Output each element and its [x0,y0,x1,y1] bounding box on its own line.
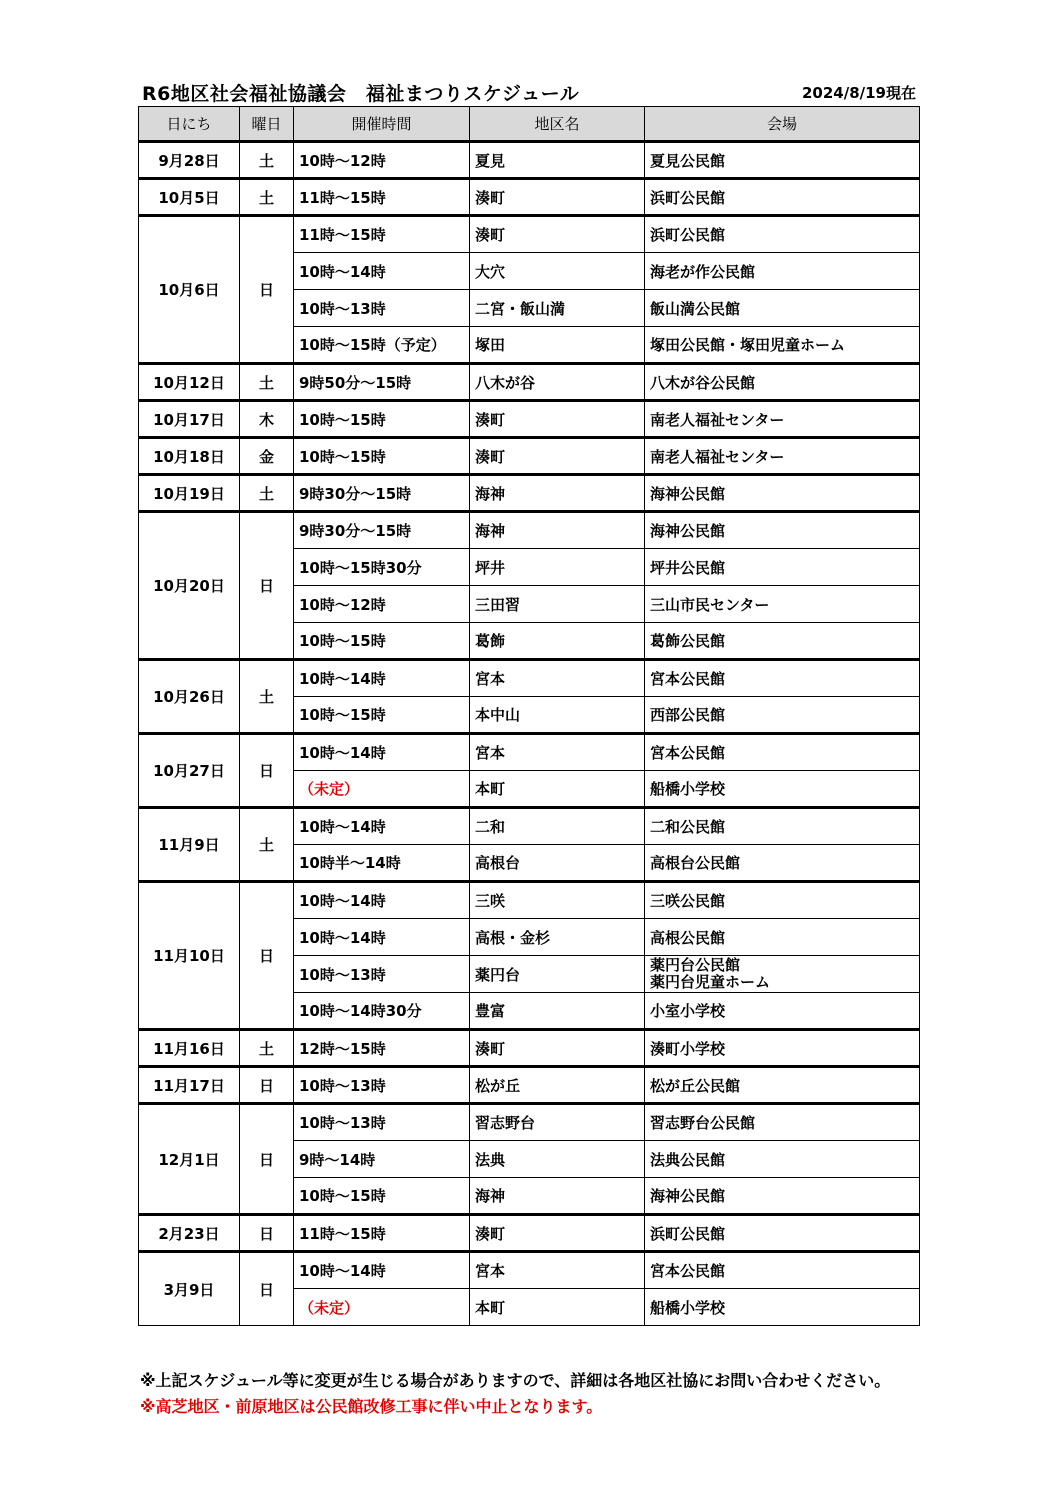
time-cell: 10時～14時 [294,808,470,845]
time-cell: （未定） [294,1289,470,1326]
time-cell: 10時～13時 [294,1067,470,1104]
header-time: 開催時間 [294,107,470,142]
as-of-date: 2024/8/19現在 [801,84,916,102]
date-cell: 3月9日 [139,1252,240,1326]
venue-cell: 松が丘公民館 [645,1067,920,1104]
area-cell: 三田習 [470,586,645,623]
time-cell: 9時30分～15時 [294,475,470,512]
area-cell: 夏見 [470,142,645,179]
venue-cell: 船橋小学校 [645,1289,920,1326]
area-cell: 海神 [470,1178,645,1215]
date-cell: 10月26日 [139,660,240,734]
weekday-cell: 日 [240,1215,294,1252]
schedule-body [139,142,920,1326]
time-cell: 10時～15時 [294,623,470,660]
weekday-cell: 日 [240,1104,294,1215]
area-cell: 宮本 [470,660,645,697]
table-row [139,1030,920,1067]
venue-cell: 船橋小学校 [645,771,920,808]
area-cell: 本中山 [470,697,645,734]
date-cell: 10月6日 [139,216,240,364]
table-row [139,882,920,919]
venue-cell: 葛飾公民館 [645,623,920,660]
time-cell: 10時～14時 [294,919,470,956]
date-cell: 10月27日 [139,734,240,808]
venue-line: 薬円台公民館 [650,956,741,974]
date-cell: 10月5日 [139,179,240,216]
date-cell: 10月17日 [139,401,240,438]
time-cell: 10時～12時 [294,142,470,179]
area-cell: 海神 [470,512,645,549]
table-row [139,364,920,401]
table-row [139,401,920,438]
venue-cell: 法典公民館 [645,1141,920,1178]
area-cell: 葛飾 [470,623,645,660]
venue-cell: 宮本公民館 [645,660,920,697]
venue-cell: 塚田公民館・塚田児童ホーム [645,327,920,364]
weekday-cell: 土 [240,1030,294,1067]
time-cell: 9時50分～15時 [294,364,470,401]
header-venue: 会場 [645,107,920,142]
change-notice: ※上記スケジュール等に変更が生じる場合がありますので、詳細は各地区社協にお問い合わせください。 [140,1371,891,1390]
weekday-cell: 日 [240,216,294,364]
venue-cell: 海神公民館 [645,1178,920,1215]
weekday-cell: 金 [240,438,294,475]
area-cell: 三咲 [470,882,645,919]
weekday-cell: 木 [240,401,294,438]
venue-cell: 三山市民センター [645,586,920,623]
table-row [139,734,920,771]
venue-cell: 海神公民館 [645,475,920,512]
area-cell: 宮本 [470,1252,645,1289]
area-cell: 本町 [470,771,645,808]
time-cell: 10時～12時 [294,586,470,623]
venue-cell: 西部公民館 [645,697,920,734]
venue-cell: 浜町公民館 [645,1215,920,1252]
time-cell: 10時半～14時 [294,845,470,882]
weekday-cell: 日 [240,1252,294,1326]
area-cell: 松が丘 [470,1067,645,1104]
schedule-table [138,106,920,1326]
venue-cell: 高根公民館 [645,919,920,956]
date-cell: 9月28日 [139,142,240,179]
time-cell: 10時～14時 [294,1252,470,1289]
table-row [139,1252,920,1289]
venue-cell: 小室小学校 [645,993,920,1030]
venue-cell: 浜町公民館 [645,179,920,216]
table-row [139,1104,920,1141]
area-cell: 薬円台 [470,956,645,993]
time-cell: 10時～13時 [294,290,470,327]
date-cell: 11月17日 [139,1067,240,1104]
time-cell: 10時～13時 [294,956,470,993]
table-row [139,808,920,845]
weekday-cell: 土 [240,364,294,401]
table-row [139,660,920,697]
venue-cell: 海神公民館 [645,512,920,549]
weekday-cell: 土 [240,660,294,734]
page-title: R6地区社会福祉協議会 福祉まつりスケジュール [142,83,580,105]
table-header-row [139,107,920,142]
venue-cell: 湊町小学校 [645,1030,920,1067]
time-cell: 10時～13時 [294,1104,470,1141]
date-cell: 11月16日 [139,1030,240,1067]
area-cell: 法典 [470,1141,645,1178]
time-cell: 11時～15時 [294,179,470,216]
area-cell: 豊富 [470,993,645,1030]
area-cell: 高根・金杉 [470,919,645,956]
venue-cell: 二和公民館 [645,808,920,845]
table-row [139,1067,920,1104]
date-cell: 11月10日 [139,882,240,1030]
venue-cell: 南老人福祉センター [645,401,920,438]
weekday-cell: 土 [240,179,294,216]
table-row [139,438,920,475]
table-row [139,179,920,216]
time-cell: 10時～15時（予定） [294,327,470,364]
area-cell: 大穴 [470,253,645,290]
date-cell: 10月19日 [139,475,240,512]
area-cell: 湊町 [470,1030,645,1067]
date-cell: 10月12日 [139,364,240,401]
time-cell: 10時～15時30分 [294,549,470,586]
venue-cell [645,956,920,993]
area-cell: 海神 [470,475,645,512]
area-cell: 湊町 [470,216,645,253]
venue-cell: 三咲公民館 [645,882,920,919]
area-cell: 八木が谷 [470,364,645,401]
time-cell: 10時～15時 [294,401,470,438]
area-cell: 湊町 [470,401,645,438]
venue-cell: 飯山満公民館 [645,290,920,327]
time-cell: 10時～15時 [294,697,470,734]
date-cell: 11月9日 [139,808,240,882]
time-cell: 12時～15時 [294,1030,470,1067]
time-cell: 10時～14時 [294,660,470,697]
area-cell: 二宮・飯山満 [470,290,645,327]
venue-cell: 八木が谷公民館 [645,364,920,401]
area-cell: 高根台 [470,845,645,882]
venue-cell: 習志野台公民館 [645,1104,920,1141]
time-cell: 10時～14時 [294,253,470,290]
area-cell: 宮本 [470,734,645,771]
table-row [139,512,920,549]
area-cell: 本町 [470,1289,645,1326]
area-cell: 習志野台 [470,1104,645,1141]
venue-cell: 宮本公民館 [645,734,920,771]
time-cell: 10時～15時 [294,438,470,475]
weekday-cell: 土 [240,475,294,512]
header-day: 曜日 [240,107,294,142]
time-cell: （未定） [294,771,470,808]
time-cell: 10時～15時 [294,1178,470,1215]
date-cell: 2月23日 [139,1215,240,1252]
table-row [139,142,920,179]
area-cell: 塚田 [470,327,645,364]
date-cell: 10月18日 [139,438,240,475]
time-cell: 11時～15時 [294,216,470,253]
time-cell: 10時～14時30分 [294,993,470,1030]
time-cell: 10時～14時 [294,734,470,771]
header-area: 地区名 [470,107,645,142]
area-cell: 湊町 [470,179,645,216]
time-cell: 9時～14時 [294,1141,470,1178]
weekday-cell: 日 [240,512,294,660]
venue-cell: 海老が作公民館 [645,253,920,290]
venue-cell: 浜町公民館 [645,216,920,253]
date-cell: 10月20日 [139,512,240,660]
venue-cell: 宮本公民館 [645,1252,920,1289]
table-row [139,475,920,512]
area-cell: 湊町 [470,438,645,475]
area-cell: 坪井 [470,549,645,586]
table-row [139,216,920,253]
venue-cell: 坪井公民館 [645,549,920,586]
header-date: 日にち [139,107,240,142]
venue-cell: 南老人福祉センター [645,438,920,475]
cancellation-notice: ※高芝地区・前原地区は公民館改修工事に伴い中止となります。 [140,1397,603,1416]
weekday-cell: 土 [240,142,294,179]
weekday-cell: 日 [240,882,294,1030]
weekday-cell: 日 [240,734,294,808]
venue-cell: 高根台公民館 [645,845,920,882]
weekday-cell: 土 [240,808,294,882]
date-cell: 12月1日 [139,1104,240,1215]
weekday-cell: 日 [240,1067,294,1104]
venue-line: 薬円台児童ホーム [650,973,771,991]
area-cell: 二和 [470,808,645,845]
time-cell: 11時～15時 [294,1215,470,1252]
venue-cell: 夏見公民館 [645,142,920,179]
area-cell: 湊町 [470,1215,645,1252]
time-cell: 10時～14時 [294,882,470,919]
time-cell: 9時30分～15時 [294,512,470,549]
table-row [139,1215,920,1252]
